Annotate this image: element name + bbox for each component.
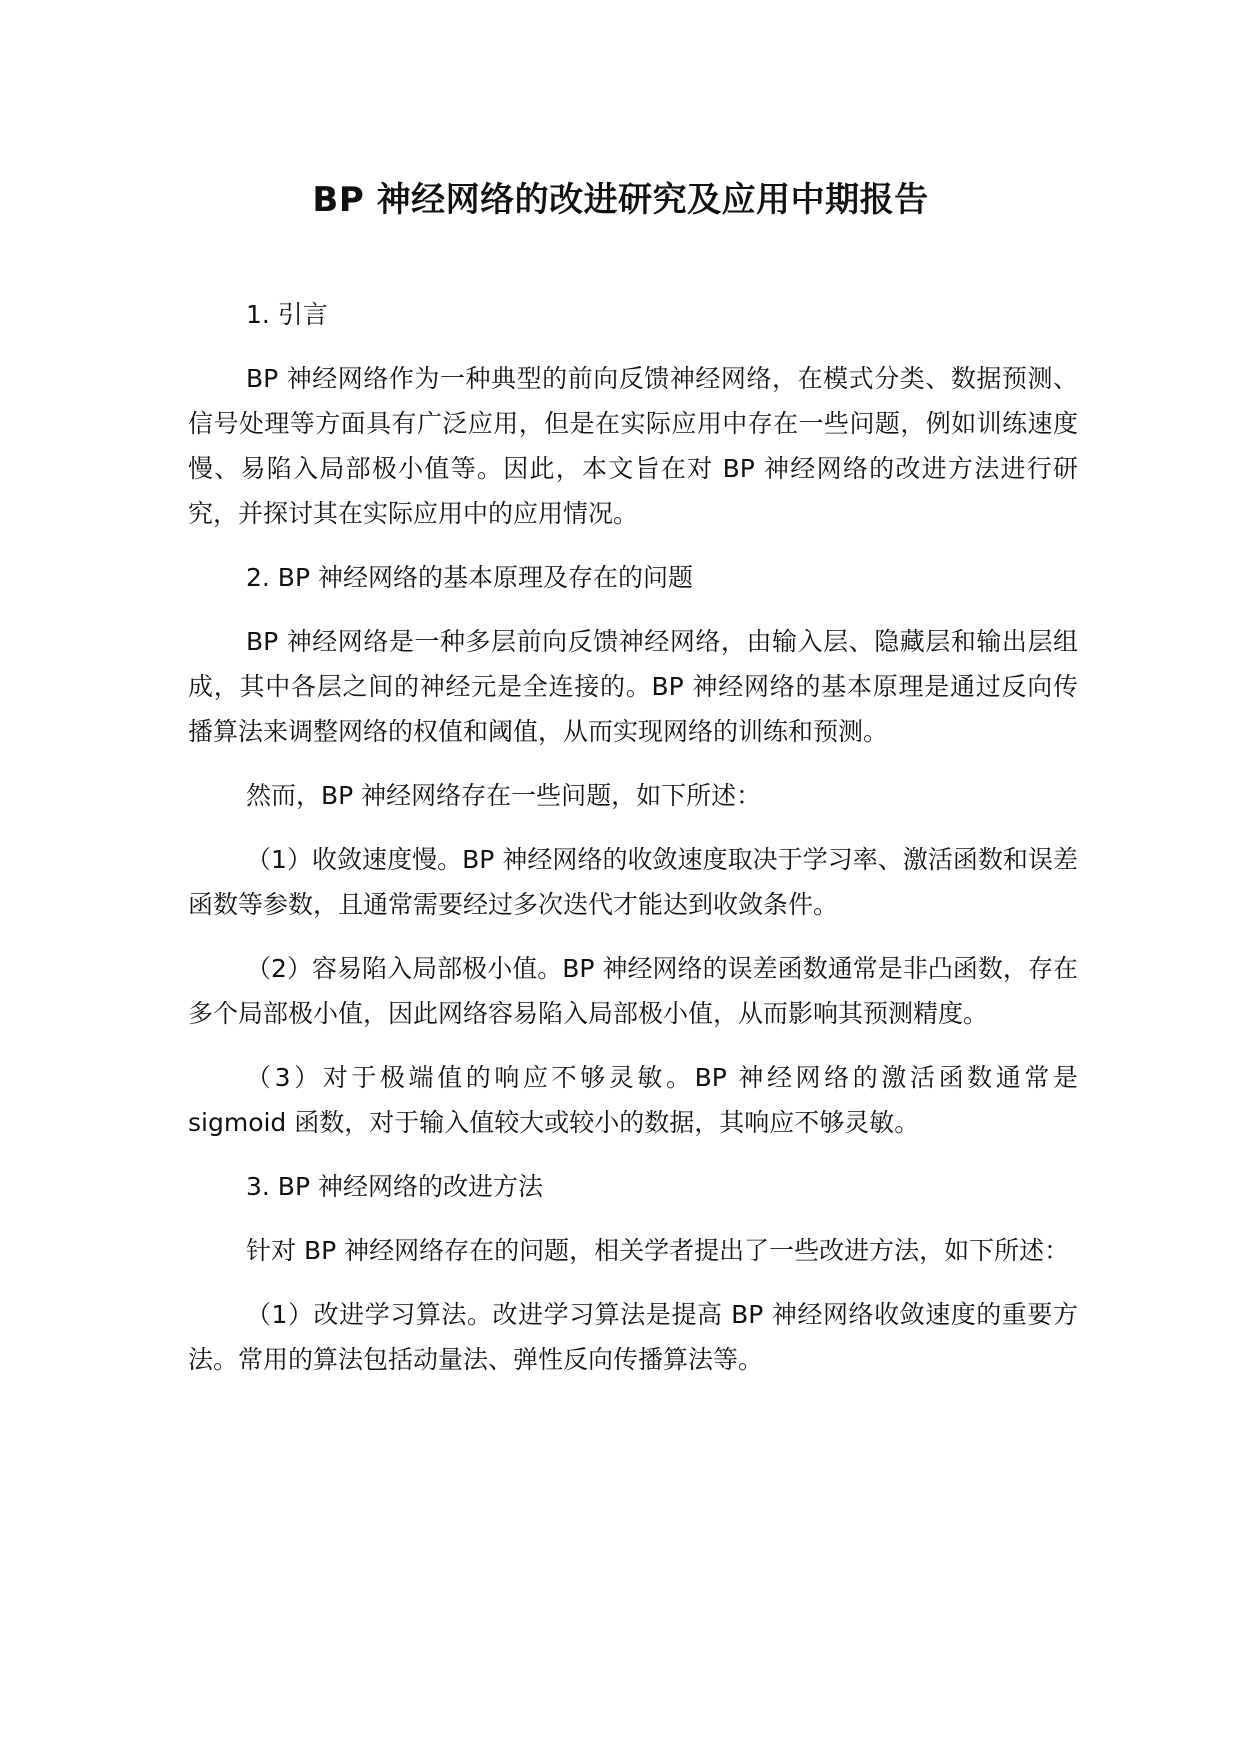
paragraph-introduction: BP 神经网络作为一种典型的前向反馈神经网络，在模式分类、数据预测、信号处理等方面具有广泛应用，但是在实际应用中存在一些问题，例如训练速度慢、易陷入局部极小值等。因此，本文旨在对 BP 神经网络的改进方法进行研究，并探讨其在实际应用中的应用情况。: [188, 364, 1078, 528]
section-heading-improvements: 3. BP 神经网络的改进方法: [246, 1172, 543, 1201]
list-item-problem-1: （1）收敛速度慢。BP 神经网络的收敛速度取决于学习率、激活函数和误差函数等参数，且通常需要经过多次迭代才能达到收敛条件。: [188, 845, 1078, 919]
list-item-problem-2: （2）容易陷入局部极小值。BP 神经网络的误差函数通常是非凸函数，存在多个局部极小值，因此网络容易陷入局部极小值，从而影响其预测精度。: [188, 954, 1078, 1028]
paragraph-problems-intro: 然而，BP 神经网络存在一些问题，如下所述：: [246, 781, 762, 810]
paragraph-improvements-intro: 针对 BP 神经网络存在的问题，相关学者提出了一些改进方法，如下所述：: [246, 1236, 1070, 1265]
section-heading-introduction: 1. 引言: [246, 300, 328, 329]
section-heading-principles: 2. BP 神经网络的基本原理及存在的问题: [246, 563, 693, 592]
document-title: BP 神经网络的改进研究及应用中期报告: [312, 180, 929, 220]
document-body: [188, 292, 1078, 1401]
list-item-problem-3: （3）对于极端值的响应不够灵敏。BP 神经网络的激活函数通常是 sigmoid 函数，对于输入值较大或较小的数据，其响应不够灵敏。: [188, 1063, 1078, 1137]
list-item-improvement-1: （1）改进学习算法。改进学习算法是提高 BP 神经网络收敛速度的重要方法。常用的算法包括动量法、弹性反向传播算法等。: [188, 1300, 1078, 1374]
paragraph-principles: BP 神经网络是一种多层前向反馈神经网络，由输入层、隐藏层和输出层组成，其中各层之间的神经元是全连接的。BP 神经网络的基本原理是通过反向传播算法来调整网络的权值和阈值，从而实现网络的训练和预测。: [188, 627, 1078, 746]
